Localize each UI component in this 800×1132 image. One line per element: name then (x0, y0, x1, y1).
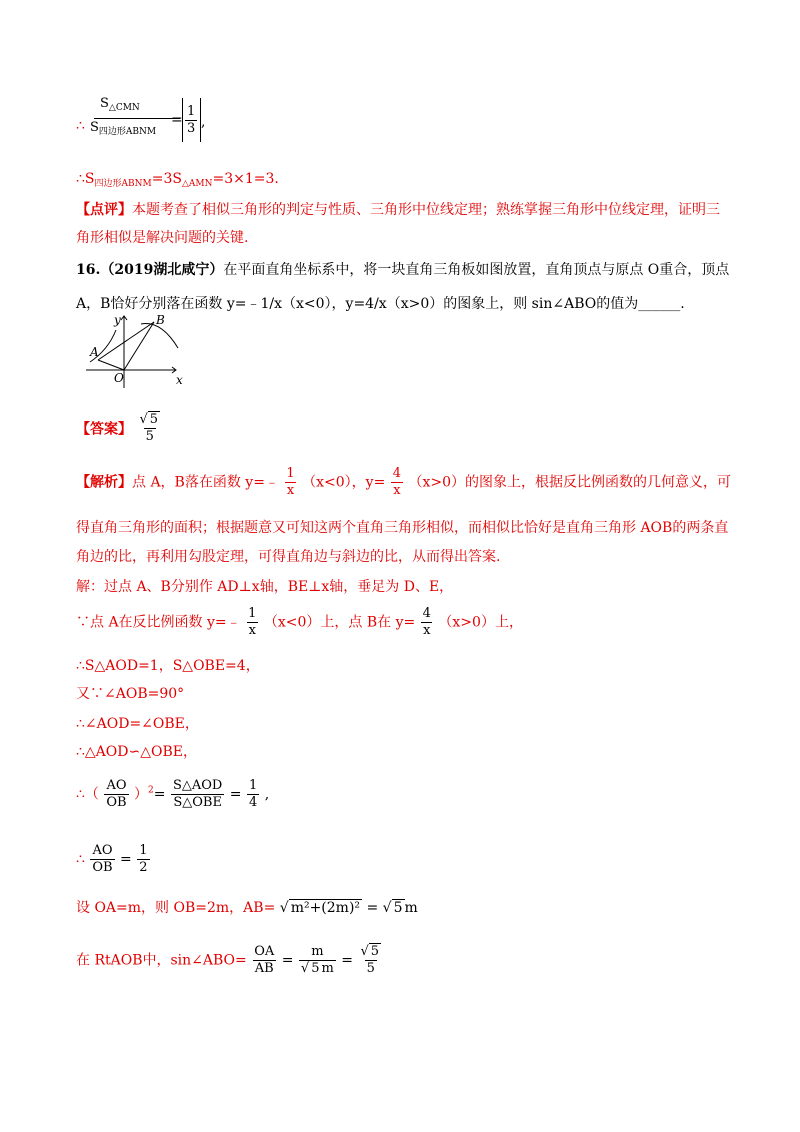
ratio-denominator: $S_{四边形ABNM}$ (90, 120, 157, 137)
point-b-label: B (156, 313, 165, 327)
comment-line-1: 【点评】本题考查了相似三角形的判定与性质、三角形中位线定理；熟练掌握三角形中位线定理，证明三 (76, 202, 720, 218)
solution-line-8: ∴ $\frac{AO}{OB}$ = $\frac{1}{2}$ (76, 843, 148, 875)
solution-line-9: 设 OA=m，则 OB=2m，AB= √ m²+(2m)² = √ 5 m (76, 900, 418, 916)
solution-line-4: 又∵∠AOB=90° (76, 686, 185, 702)
ratio-numerator: $S_{\triangle CMN}$ (100, 96, 140, 113)
solution-line-7: ∴（ $\frac{AO}{OB}$ ）$^2$= $\frac{\text{S△AOD}}{\text{S△OBE}}$ = $\frac{1}{4}$ , (76, 778, 270, 810)
solution-line-1: 解：过点 A、B分别作 AD⊥x轴，BE⊥x轴，垂足为 D、E， (76, 579, 454, 595)
solution-line-6: ∴△AOD∽△OBE， (76, 744, 197, 760)
solution-line-10: 在 RtAOB中，sin∠ABO= $\frac{OA}{AB}$ = $\frac{m}{√ 5 m}$ = $\frac{√ 5}{5}$ (76, 944, 380, 976)
origin-label: O (114, 371, 124, 385)
analysis-line-2: 得直角三角形的面积；根据题意又可知这两个直角三角形相似，而相似比恰好是直角三角形 AOB的两条直 (76, 520, 729, 536)
ratio-value: $\frac{1}{3}$ (187, 104, 196, 136)
therefore-symbol: ∴ (76, 118, 85, 134)
y-axis-label: y (114, 313, 121, 327)
analysis-line-3: 角边的比，再利用勾股定理，可得直角边与斜边的比，从而得出答案. (76, 549, 501, 565)
analysis-line-1: 【解析】点 A，B落在函数 y=﹣ $\frac{1}{x}$ （x<0），y= $\frac{4}{x}$ （x>0）的图象上，根据反比例函数的几何意义，可 (76, 466, 732, 498)
area-result-line: $\therefore S_{四边形ABNM}=3S_{\triangle AMN}=3\times 1=3$. (76, 171, 279, 189)
question-16-line-1: 16.（2019湖北咸宁）在平面直角坐标系中，将一块直角三角板如图放置，直角顶点与原点 O重合，顶点 (76, 262, 730, 278)
answer-line: 【答案】 $\frac{√ 5}{5}$ (76, 412, 159, 444)
question-16-line-2: A，B恰好分别落在函数 y=﹣1/x（x<0），y=4/x（x>0）的图象上，则 sin∠ABO的值为______. (76, 296, 685, 312)
solution-line-3: ∴S△AOD=1，S△OBE=4， (76, 658, 260, 674)
area-ratio-expression: ∴ $S_{\triangle CMN}$ $S_{四边形ABNM}$ = $\frac{1}{3}$ , (88, 92, 206, 148)
x-axis-label: x (176, 373, 183, 387)
solution-line-2: ∵点 A在反比例函数 y=﹣ $\frac{1}{x}$ （x<0）上，点 B在 y= $\frac{4}{x}$ （x>0）上， (76, 606, 523, 638)
solution-line-5: ∴∠AOD=∠OBE， (76, 716, 199, 732)
comment-line-2: 角形相似是解决问题的关键. (76, 230, 249, 246)
point-a-label: A (90, 345, 99, 359)
coordinate-figure (86, 310, 196, 390)
